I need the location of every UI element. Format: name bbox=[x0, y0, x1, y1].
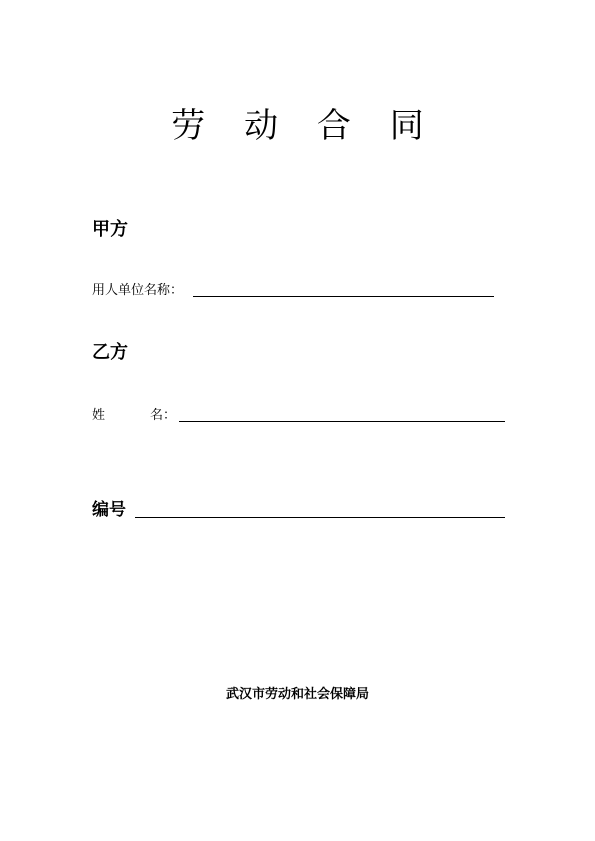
name-blank bbox=[179, 421, 505, 422]
party-b-heading: 乙方 bbox=[92, 342, 128, 363]
name-label-first-char: 姓 bbox=[92, 408, 106, 423]
issuer-name: 武汉市劳动和社会保障局 bbox=[225, 687, 369, 702]
employer-name-blank bbox=[193, 296, 494, 297]
document-title: 劳 动 合 同 bbox=[171, 106, 438, 146]
name-label-second-char: 名： bbox=[150, 408, 177, 423]
party-a-heading: 甲方 bbox=[92, 219, 128, 240]
contract-number-label: 编号 bbox=[92, 500, 126, 520]
contract-number-blank bbox=[135, 517, 505, 518]
employer-name-label: 用人单位名称： bbox=[92, 283, 184, 298]
